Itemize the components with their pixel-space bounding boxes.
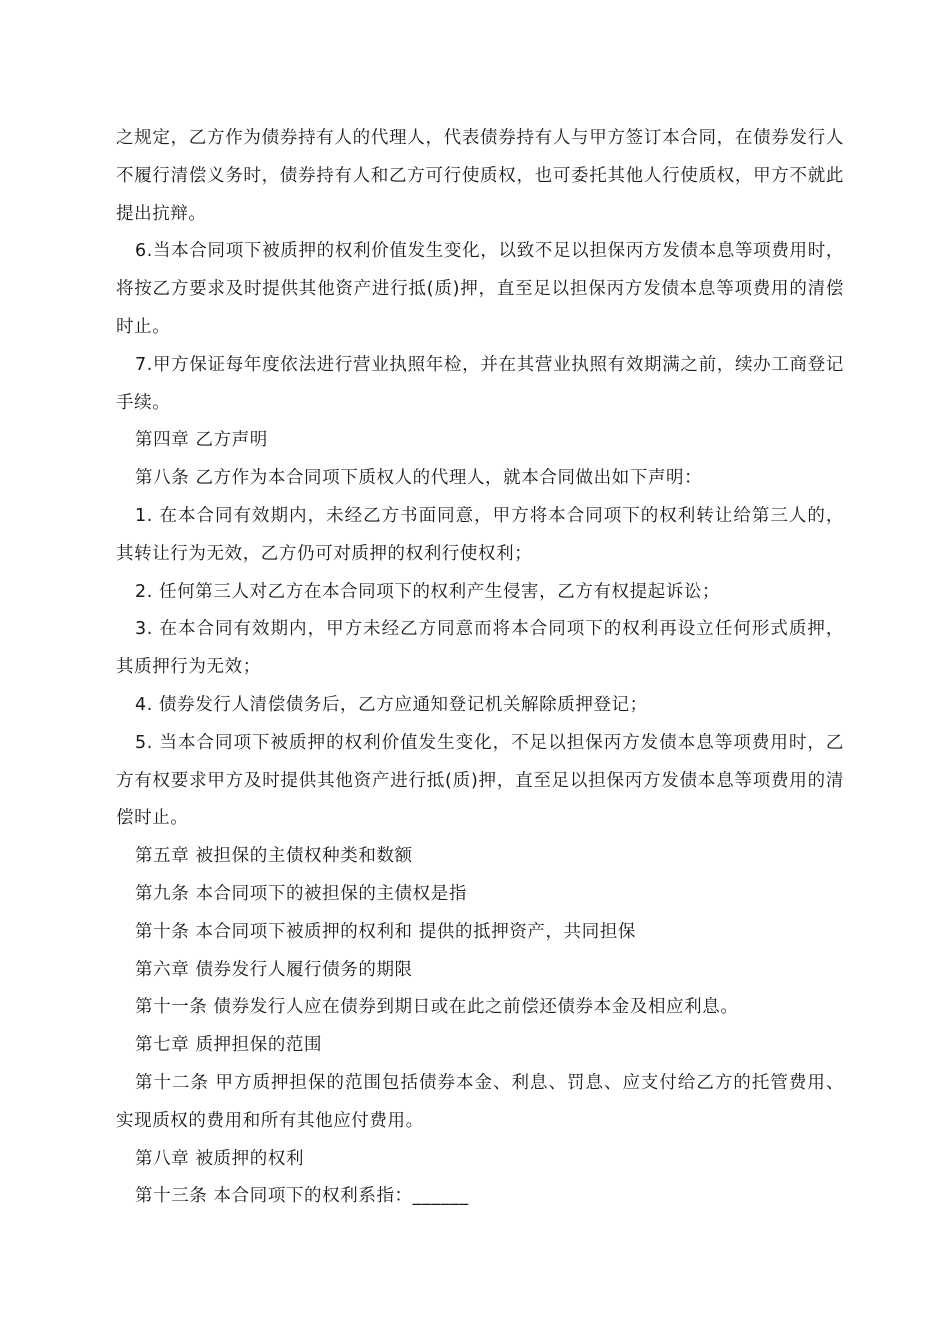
paragraph-item-7: 7.甲方保证每年度依法进行营业执照年检，并在其营业执照有效期满之前，续办工商登记手续。 xyxy=(116,354,844,413)
declaration-item-2: 2. 任何第三人对乙方在本合同项下的权利产生侵害，乙方有权提起诉讼； xyxy=(135,581,721,602)
chapter-heading-4: 第四章 乙方声明 xyxy=(135,430,268,451)
chapter-heading-7: 第七章 质押担保的范围 xyxy=(135,1035,323,1056)
article-12: 第十二条 甲方质押担保的范围包括债券本金、利息、罚息、应支付给乙方的托管费用、实现质权的费用和所有其他应付费用。 xyxy=(116,1072,844,1131)
declaration-item-1: 1. 在本合同有效期内，未经乙方书面同意，甲方将本合同项下的权利转让给第三人的，其转让行为无效，乙方仍可对质押的权利行使权利； xyxy=(116,505,844,564)
article-9: 第九条 本合同项下的被担保的主债权是指 xyxy=(135,883,467,904)
declaration-item-3: 3. 在本合同有效期内，甲方未经乙方同意而将本合同项下的权利再设立任何形式质押，其质押行为无效； xyxy=(116,619,844,678)
declaration-item-4: 4. 债券发行人清偿债务后，乙方应通知登记机关解除质押登记； xyxy=(135,694,648,715)
article-8: 第八条 乙方作为本合同项下质权人的代理人，就本合同做出如下声明： xyxy=(135,468,703,489)
article-10: 第十条 本合同项下被质押的权利和 提供的抵押资产，共同担保 xyxy=(135,921,637,942)
paragraph-item-6: 6.当本合同项下被质押的权利价值发生变化，以致不足以担保丙方发债本息等项费用时，将按乙方要求及时提供其他资产进行抵(质)押，直至足以担保丙方发债本息等项费用的清偿时止。 xyxy=(116,241,844,337)
article-13: 第十三条 本合同项下的权利系指：______ xyxy=(135,1186,469,1207)
chapter-heading-5: 第五章 被担保的主债权种类和数额 xyxy=(135,846,413,867)
declaration-item-5: 5. 当本合同项下被质押的权利价值发生变化，不足以担保丙方发债本息等项费用时，乙方有权要求甲方及时提供其他资产进行抵(质)押，直至足以担保丙方发债本息等项费用的清偿时止。 xyxy=(116,732,844,829)
document-body xyxy=(116,120,844,1216)
chapter-heading-8: 第八章 被质押的权利 xyxy=(135,1148,305,1169)
paragraph-continuation: 之规定，乙方作为债券持有人的代理人，代表债券持有人与甲方签订本合同，在债券发行人不履行清偿义务时，债券持有人和乙方可行使质权，也可委托其他人行使质权，甲方不就此提出抗辩。 xyxy=(116,128,844,224)
article-11: 第十一条 债券发行人应在债券到期日或在此之前偿还债券本金及相应利息。 xyxy=(135,997,739,1018)
chapter-heading-6: 第六章 债券发行人履行债务的期限 xyxy=(135,959,413,980)
